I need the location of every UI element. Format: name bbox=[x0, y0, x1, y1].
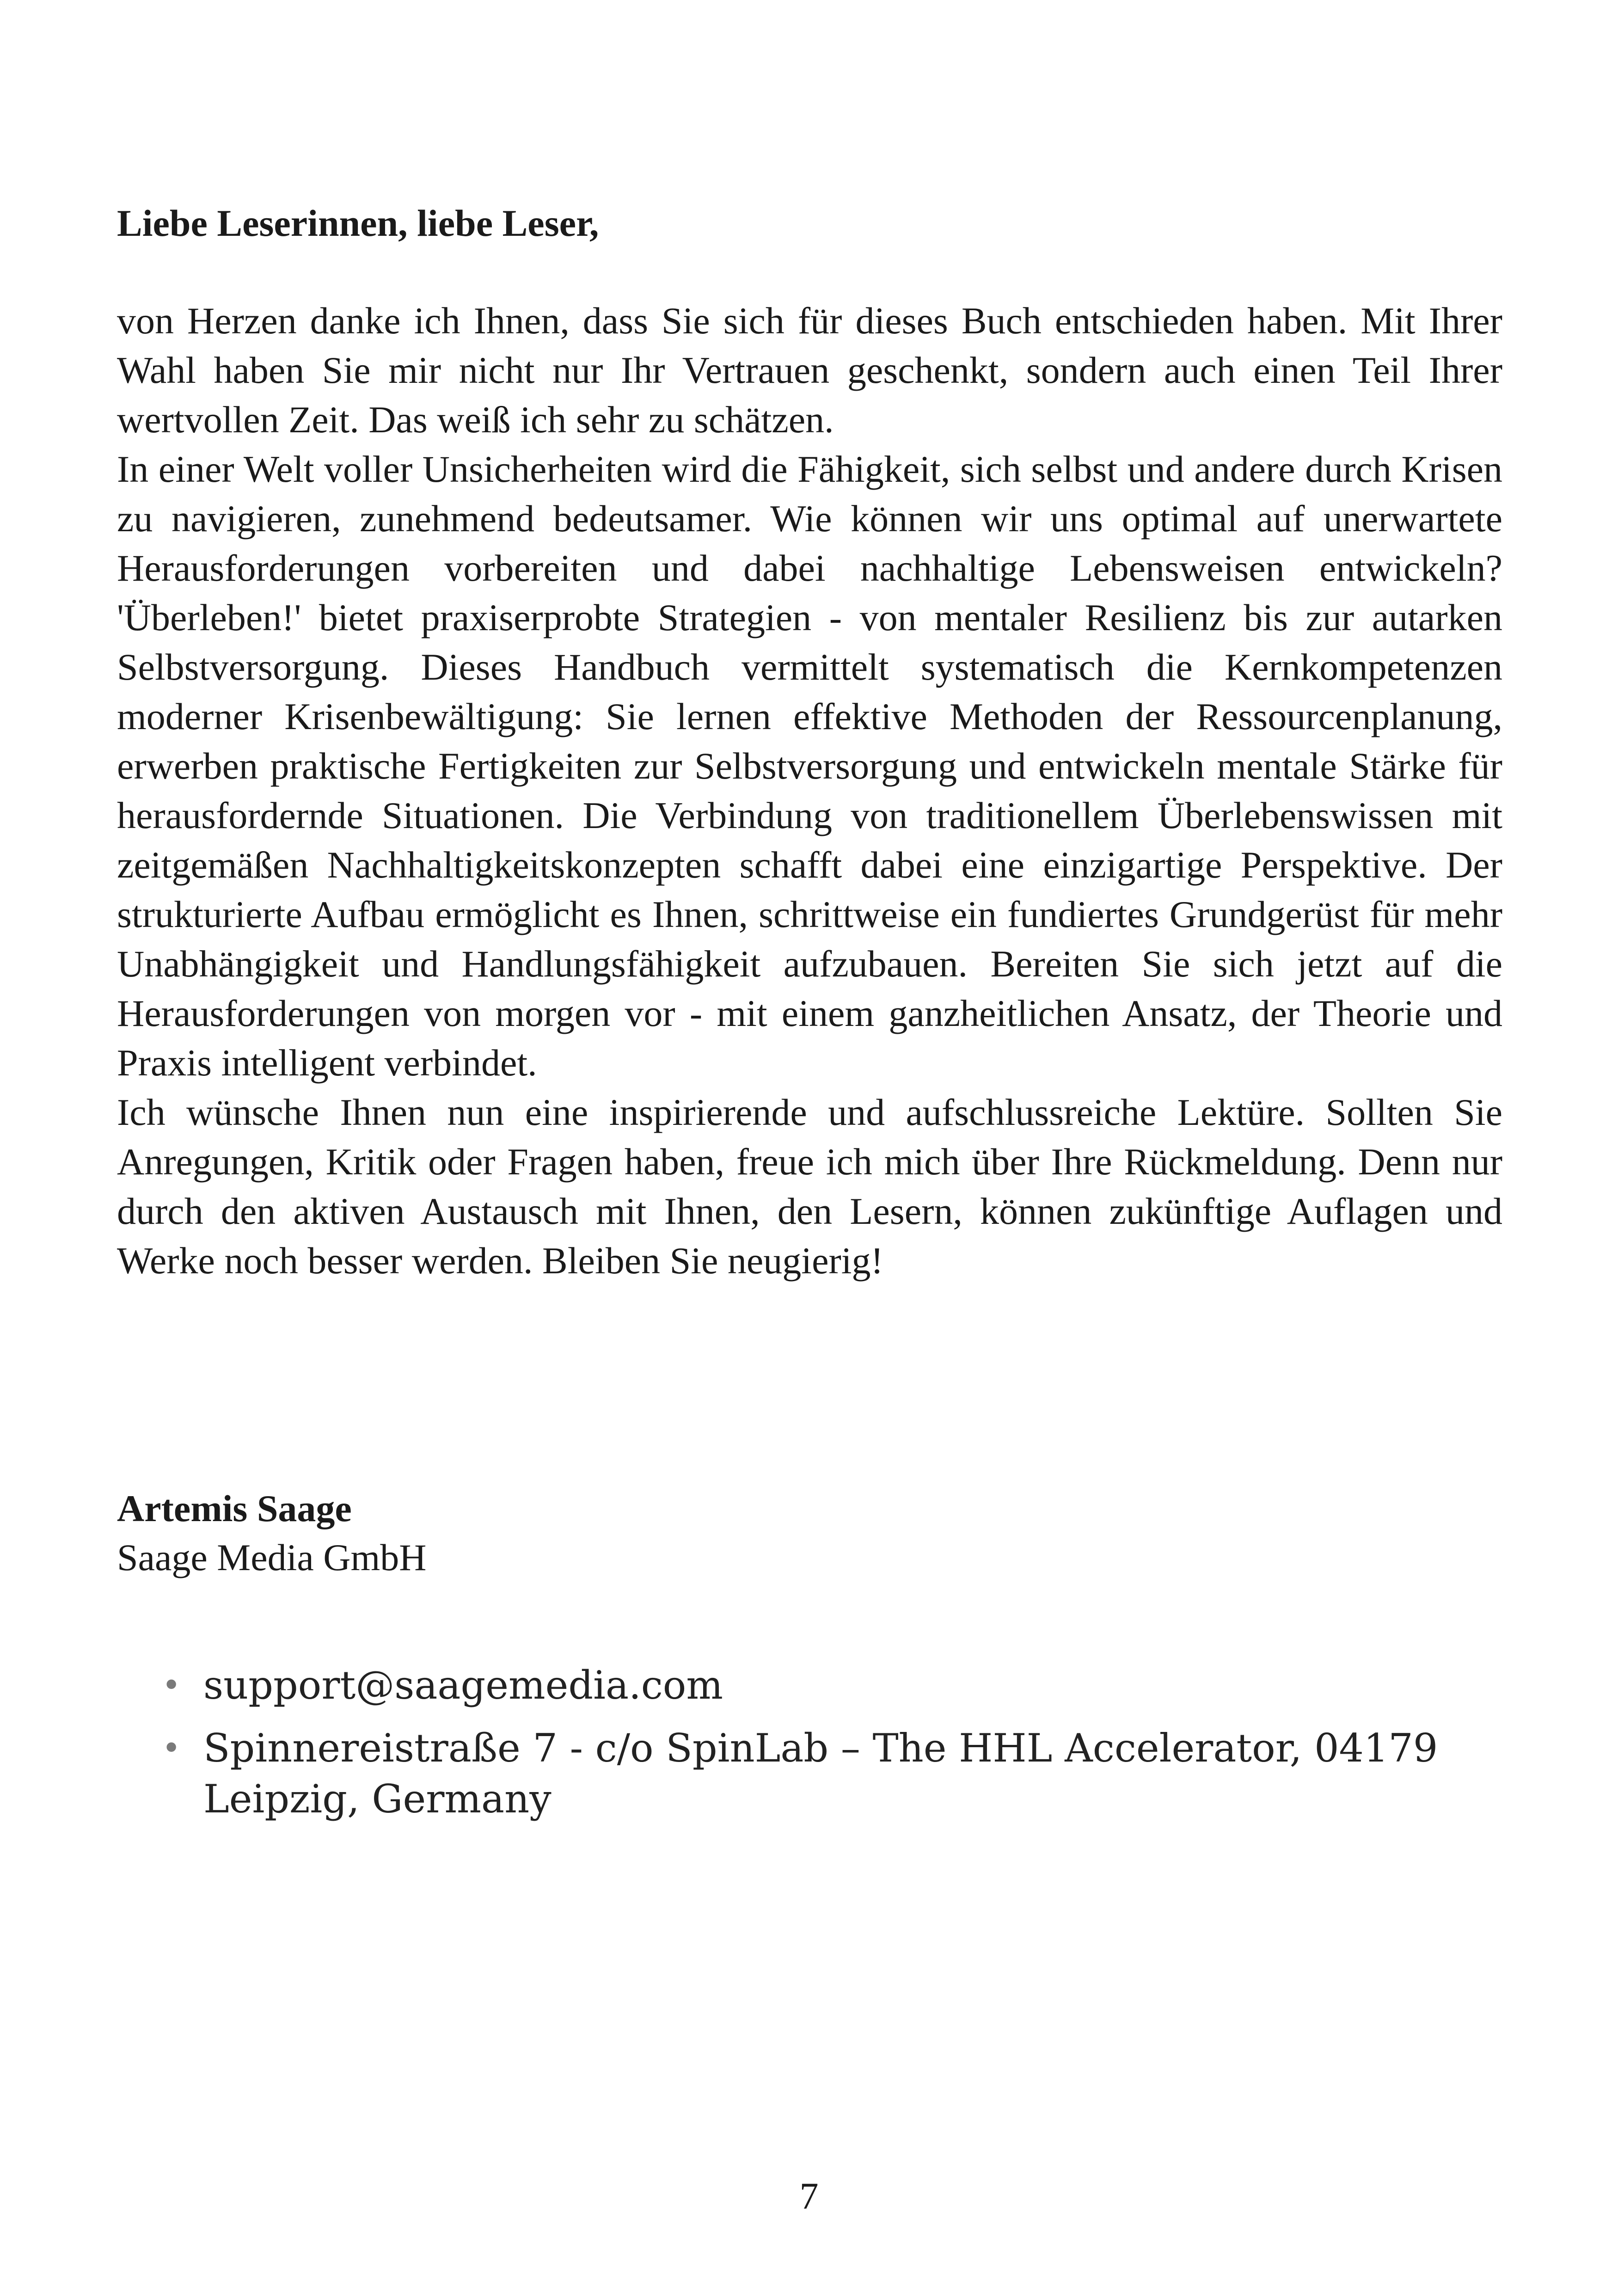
company-name: Saage Media GmbH bbox=[117, 1536, 427, 1578]
letter-paragraph: Ich wünsche Ihnen nun eine inspirierende und aufschlussreiche Lektüre. Sollten Sie Anregungen, Kritik oder Fragen haben, freue ich mich über Ihre Rückmeldung. Denn nur durch den aktiven Austausch mit Ihnen, den Lesern, können zukünftige Auflagen und Werke noch besser werden. Bleiben Sie neugierig! bbox=[117, 1091, 1502, 1282]
signature-block bbox=[117, 1484, 1502, 1582]
letter-paragraph: von Herzen danke ich Ihnen, dass Sie sich für dieses Buch entschieden haben. Mit Ihrer Wahl haben Sie mir nicht nur Ihr Vertrauen geschenkt, sondern auch einen Teil Ihrer wertvollen Zeit. Das weiß ich sehr zu schätzen. bbox=[117, 300, 1502, 441]
bullet-icon: • bbox=[162, 1666, 181, 1704]
contact-address: Spinnereistraße 7 - c/o SpinLab – The HHL Accelerator, 04179 Leipzig, Germany bbox=[203, 1725, 1438, 1822]
contact-email[interactable]: support@saagemedia.com bbox=[203, 1663, 723, 1708]
page-number: 7 bbox=[799, 2175, 819, 2217]
author-name: Artemis Saage bbox=[117, 1487, 352, 1529]
bullet-icon: • bbox=[162, 1729, 181, 1767]
letter-paragraph: In einer Welt voller Unsicherheiten wird die Fähigkeit, sich selbst und andere durch Krisen zu navigieren, zunehmend bedeutsamer. Wie können wir uns optimal auf unerwartete Herausforderungen vorbereiten und dabei nachhaltige Lebensweisen entwickeln? 'Überleben!' bietet praxiserprobte Strategien - von mentaler Resilienz bis zur autarken Selbstversorgung. Dieses Handbuch vermittelt systematisch die Kernkompetenzen moderner Krisenbewältigung: Sie lernen effektive Methoden der Ressourcenplanung, erwerben praktische Fertigkeiten zur Selbstversorgung und entwickeln mentale Stärke für herausfordernde Situationen. Die Verbindung von traditionellem Überlebenswissen mit zeitgemäßen Nachhaltigkeitskonzepten schafft dabei eine einzigartige Perspektive. Der strukturierte Aufbau ermöglicht es Ihnen, schrittweise ein fundiertes Grundgerüst für mehr Unabhängigkeit und Handlungsfähigkeit aufzubauen. Bereiten Sie sich jetzt auf die Herausforderungen von morgen vor - mit einem ganzheitlichen Ansatz, der Theorie und Praxis intelligent verbindet. bbox=[117, 448, 1502, 1084]
contact-address-item bbox=[153, 1723, 1493, 1824]
contact-email-item bbox=[153, 1660, 1493, 1711]
contact-list bbox=[153, 1660, 1493, 1836]
letter-body bbox=[117, 296, 1502, 1285]
letter-salutation: Liebe Leserinnen, liebe Leser, bbox=[117, 202, 599, 244]
